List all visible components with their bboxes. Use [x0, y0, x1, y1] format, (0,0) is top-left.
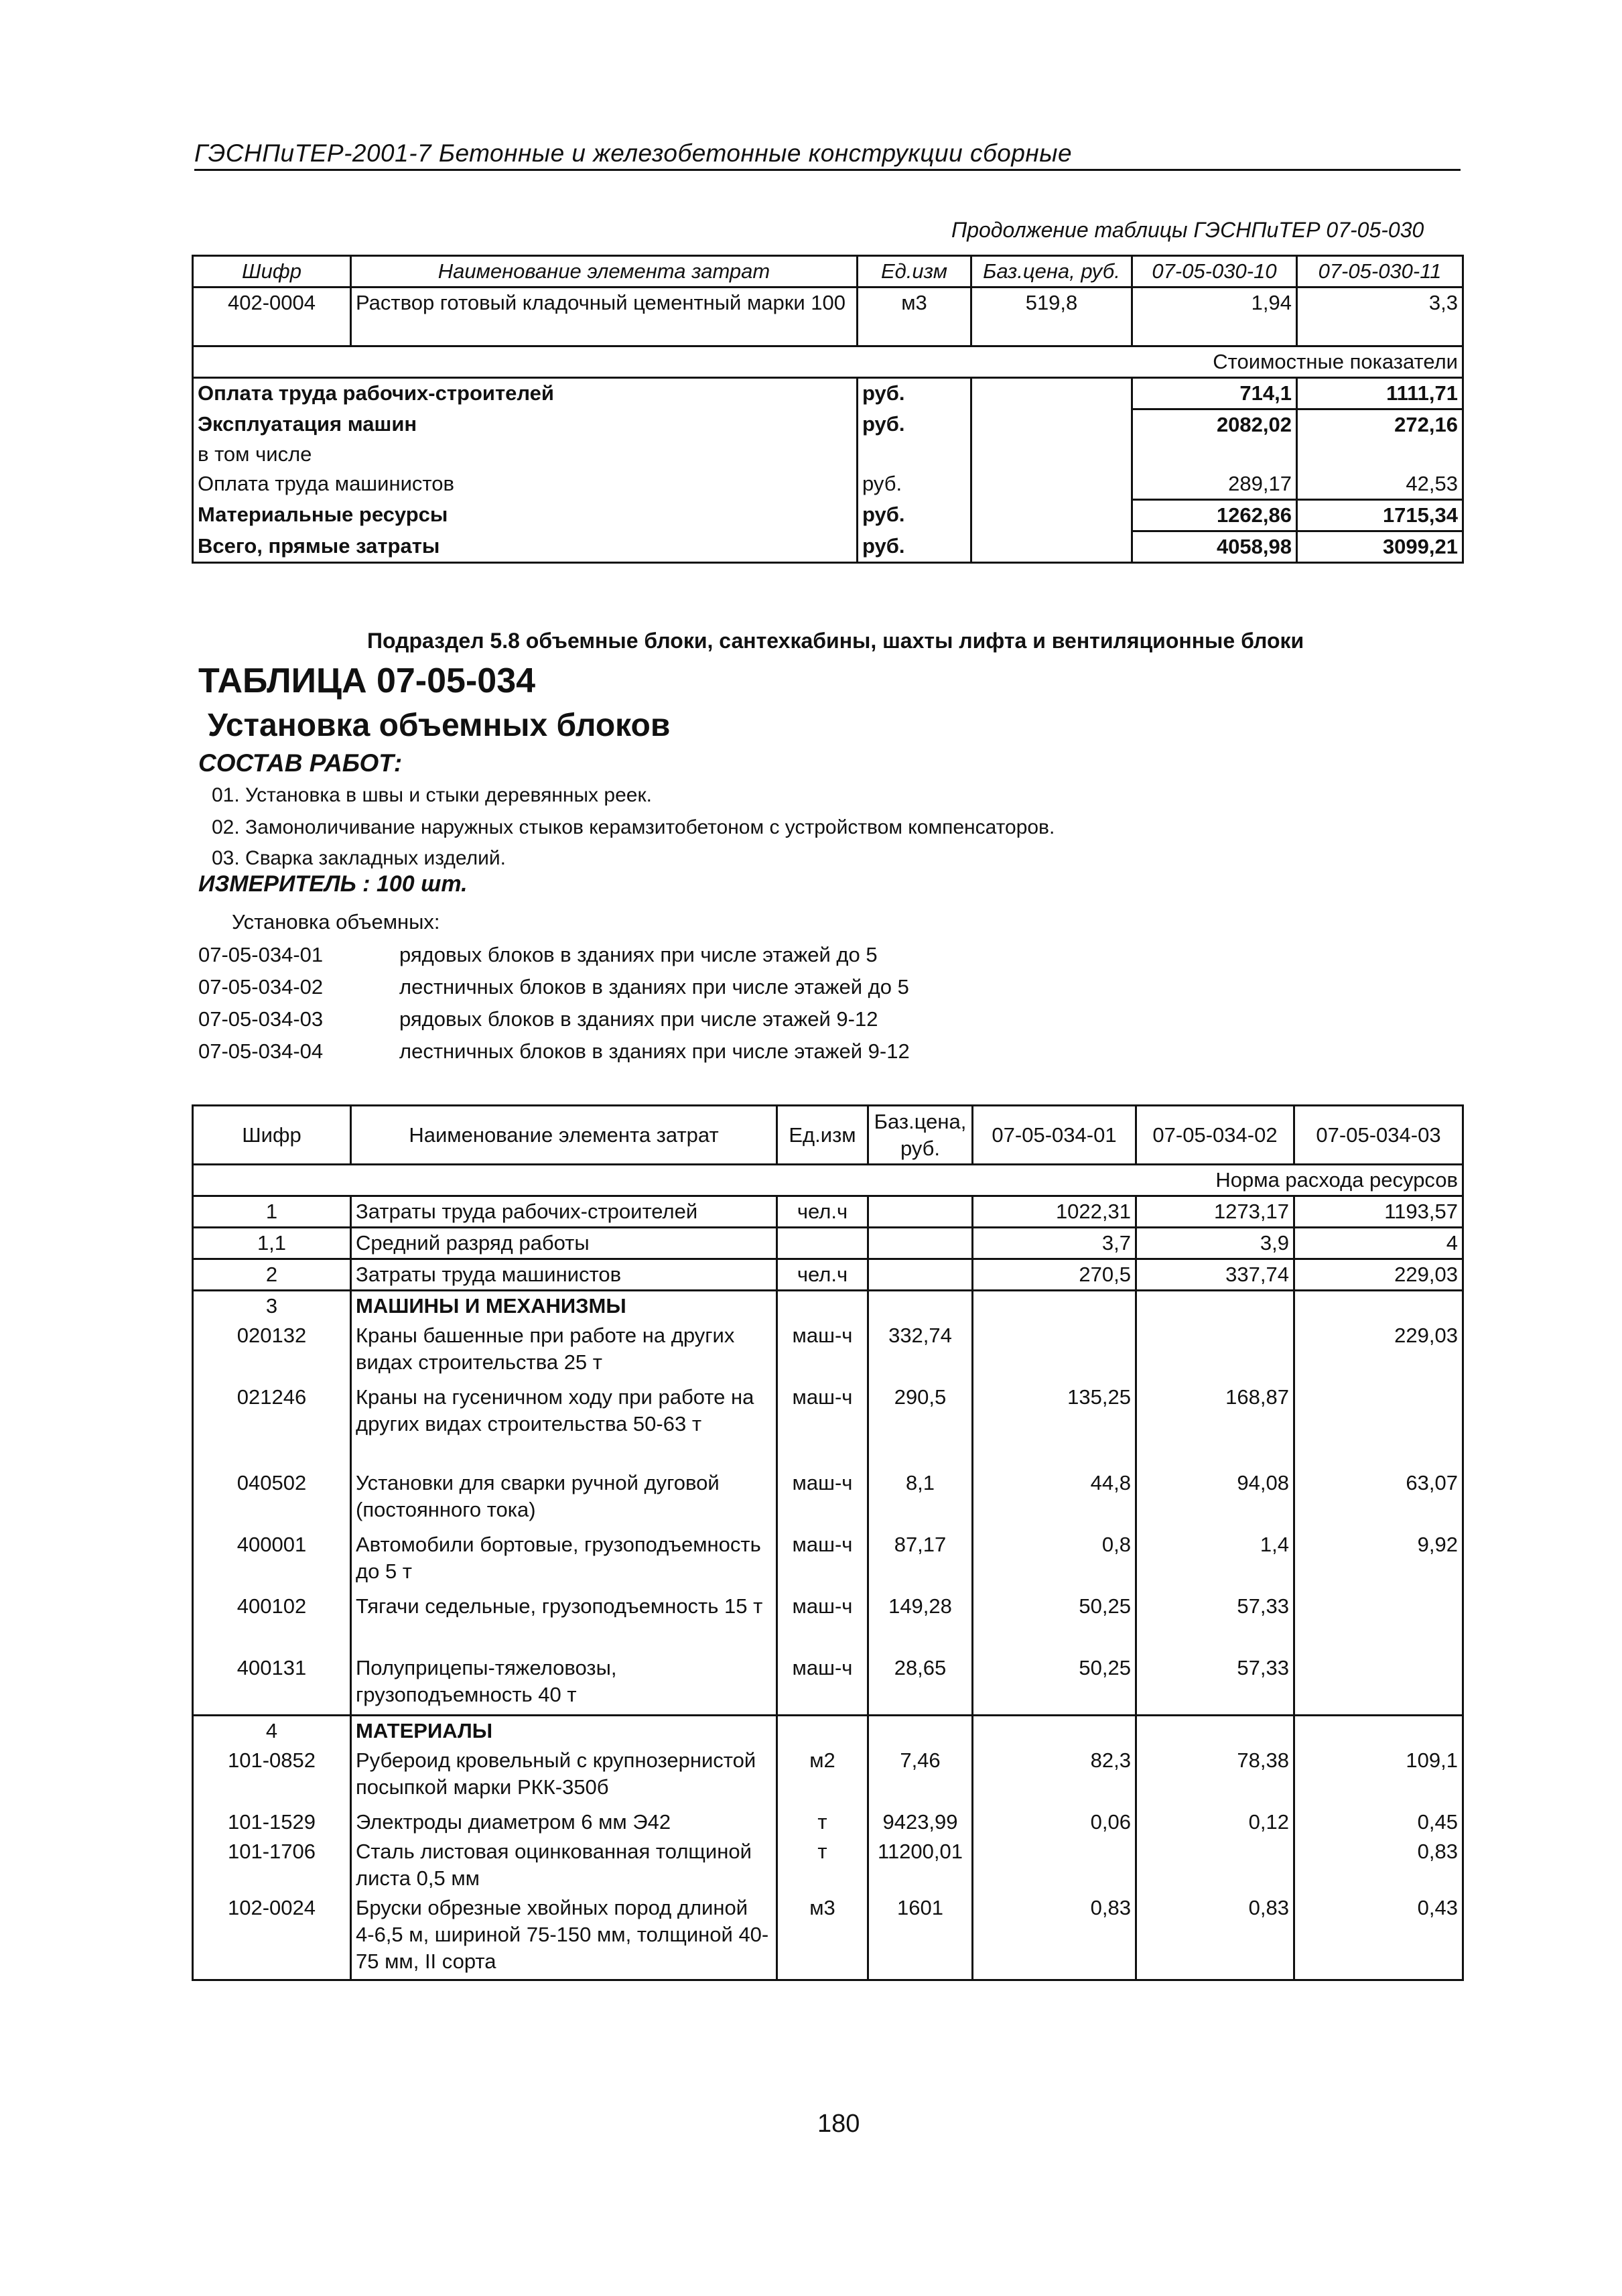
header-cell: Баз.цена, руб. [868, 1106, 973, 1165]
code-description: рядовых блоков в зданиях при числе этажей 9-12 [399, 1007, 878, 1031]
empty-cell [971, 440, 1132, 469]
work-item: 03. Сварка закладных изделий. [212, 847, 506, 869]
value-cell: 229,03 [1294, 1321, 1463, 1383]
name-cell: Бруски обрезные хвойных пород длиной 4-6,5 м, шириной 75-150 мм, толщиной 40-75 мм, II сорта [351, 1893, 777, 1980]
value-cell: 337,74 [1136, 1259, 1294, 1291]
table2-header-row [193, 1106, 1463, 1165]
price-cell: 1601 [868, 1893, 973, 1980]
table-row [193, 409, 1463, 440]
install-intro: Установка объемных: [232, 910, 440, 934]
code-cell: 101-1529 [193, 1807, 351, 1837]
table-row [193, 1592, 1463, 1653]
code-id: 07-05-034-04 [198, 1039, 324, 1063]
value-cell [1294, 1715, 1463, 1746]
value-cell: 289,17 [1132, 469, 1297, 500]
name-cell: МАТЕРИАЛЫ [351, 1715, 777, 1746]
name-cell: МАШИНЫ И МЕХАНИЗМЫ [351, 1291, 777, 1322]
value-cell: 109,1 [1294, 1746, 1463, 1807]
value-cell: 3,3 [1297, 288, 1463, 346]
price-cell: 7,46 [868, 1746, 973, 1807]
price-cell [868, 1259, 973, 1291]
price-cell: 28,65 [868, 1653, 973, 1715]
name-cell: Рубероид кровельный с крупнозернистой посыпкой марки РКК-350б [351, 1746, 777, 1807]
price-cell: 332,74 [868, 1321, 973, 1383]
header-cell: 07-05-034-02 [1136, 1106, 1294, 1165]
code-cell: 2 [193, 1259, 351, 1291]
unit-cell: маш-ч [777, 1468, 868, 1530]
table-row [193, 1837, 1463, 1893]
unit-cell: руб. [858, 378, 971, 409]
value-cell [1294, 1592, 1463, 1653]
name-cell: Сталь листовая оцинкованная толщиной листа 0,5 мм [351, 1837, 777, 1893]
name-cell: Автомобили бортовые, грузоподъемность до 5 т [351, 1530, 777, 1592]
code-cell: 3 [193, 1291, 351, 1322]
unit-cell [777, 1715, 868, 1746]
name-cell: Оплата труда рабочих-строителей [193, 378, 858, 409]
value-cell: 63,07 [1294, 1468, 1463, 1530]
section-label: Норма расхода ресурсов [193, 1165, 1463, 1196]
code-id: 07-05-034-03 [198, 1007, 324, 1031]
work-item: 01. Установка в швы и стыки деревянных реек. [212, 784, 652, 806]
value-cell: 57,33 [1136, 1653, 1294, 1715]
value-cell [973, 1291, 1136, 1322]
value-cell: 0,83 [1294, 1837, 1463, 1893]
code-cell: 4 [193, 1715, 351, 1746]
table-row [193, 1746, 1463, 1807]
table-row [193, 1228, 1463, 1259]
empty-cell [971, 531, 1132, 563]
empty-cell [971, 409, 1132, 440]
section-label-row [193, 1165, 1463, 1196]
value-cell [1294, 1291, 1463, 1322]
unit-cell: м3 [777, 1893, 868, 1980]
unit-cell: руб. [858, 500, 971, 531]
unit-cell: чел.ч [777, 1196, 868, 1228]
table-row [193, 500, 1463, 531]
price-cell: 519,8 [971, 288, 1132, 346]
value-cell: 3099,21 [1297, 531, 1463, 563]
code-line [198, 975, 909, 999]
header-cell: Ед.изм [777, 1106, 868, 1165]
name-cell: Оплата труда машинистов [193, 469, 858, 500]
code-cell: 402-0004 [193, 288, 351, 346]
value-cell [1136, 1321, 1294, 1383]
value-cell: 82,3 [973, 1746, 1136, 1807]
price-cell [868, 1196, 973, 1228]
code-cell: 101-1706 [193, 1837, 351, 1893]
code-description: лестничных блоков в зданиях при числе этажей до 5 [399, 975, 909, 999]
code-cell: 102-0024 [193, 1893, 351, 1980]
value-cell: 94,08 [1136, 1468, 1294, 1530]
price-cell: 290,5 [868, 1383, 973, 1468]
table-row [193, 531, 1463, 563]
unit-cell: руб. [858, 409, 971, 440]
unit-cell: чел.ч [777, 1259, 868, 1291]
table-row [193, 1893, 1463, 1980]
header-cell: Баз.цена, руб. [971, 256, 1132, 288]
header-cell: Шифр [193, 256, 351, 288]
table-name: Установка объемных блоков [208, 708, 671, 743]
name-cell: Раствор готовый кладочный цементный марки 100 [351, 288, 858, 346]
value-cell: 78,38 [1136, 1746, 1294, 1807]
unit-cell [777, 1228, 868, 1259]
code-cell: 1 [193, 1196, 351, 1228]
code-cell: 101-0852 [193, 1746, 351, 1807]
work-item: 02. Замоноличивание наружных стыков керамзитобетоном с устройством компенсаторов. [212, 816, 1055, 838]
code-cell: 020132 [193, 1321, 351, 1383]
value-cell: 1,4 [1136, 1530, 1294, 1592]
measure-unit: ИЗМЕРИТЕЛЬ : 100 шт. [198, 871, 468, 897]
unit-cell: т [777, 1837, 868, 1893]
value-cell: 42,53 [1297, 469, 1463, 500]
code-cell: 040502 [193, 1468, 351, 1530]
name-cell: Тягачи седельные, грузоподъемность 15 т [351, 1592, 777, 1653]
value-cell: 272,16 [1297, 409, 1463, 440]
work-composition-title: СОСТАВ РАБОТ: [198, 749, 403, 777]
header-cell: 07-05-034-03 [1294, 1106, 1463, 1165]
value-cell: 0,45 [1294, 1807, 1463, 1837]
resource-table [192, 1104, 1464, 1981]
header-cell: Наименование элемента затрат [351, 256, 858, 288]
value-cell: 270,5 [973, 1259, 1136, 1291]
table-row [193, 1530, 1463, 1592]
table-row [193, 1259, 1463, 1291]
table-id: ТАБЛИЦА 07-05-034 [198, 661, 536, 700]
name-cell: Средний разряд работы [351, 1228, 777, 1259]
resource-rows [193, 1196, 1463, 1980]
header-cell: 07-05-030-11 [1297, 256, 1463, 288]
value-cell [1136, 1291, 1294, 1322]
value-cell: 1262,86 [1132, 500, 1297, 531]
value-cell [973, 1321, 1136, 1383]
header-rule [194, 169, 1461, 171]
value-cell: 44,8 [973, 1468, 1136, 1530]
code-cell: 400131 [193, 1653, 351, 1715]
value-cell: 4 [1294, 1228, 1463, 1259]
table-row [193, 288, 1463, 346]
code-cell: 400102 [193, 1592, 351, 1653]
price-cell [868, 1715, 973, 1746]
unit-cell [858, 440, 971, 469]
price-cell: 149,28 [868, 1592, 973, 1653]
value-cell [1136, 1837, 1294, 1893]
empty-cell [971, 500, 1132, 531]
table-row [193, 440, 1463, 469]
code-cell: 400001 [193, 1530, 351, 1592]
table-row [193, 1321, 1463, 1383]
value-cell: 2082,02 [1132, 409, 1297, 440]
name-cell: Затраты труда рабочих-строителей [351, 1196, 777, 1228]
unit-cell: м2 [777, 1746, 868, 1807]
section-label-row [193, 346, 1463, 378]
value-cell [1132, 440, 1297, 469]
table-row [193, 1807, 1463, 1837]
value-cell: 9,92 [1294, 1530, 1463, 1592]
continuation-title: Продолжение таблицы ГЭСНПиТЕР 07-05-030 [951, 218, 1424, 242]
name-cell: Всего, прямые затраты [193, 531, 858, 563]
value-cell: 0,8 [973, 1530, 1136, 1592]
value-cell: 4058,98 [1132, 531, 1297, 563]
value-cell [973, 1837, 1136, 1893]
value-cell: 168,87 [1136, 1383, 1294, 1468]
price-cell [868, 1291, 973, 1322]
unit-cell [777, 1291, 868, 1322]
value-cell: 0,06 [973, 1807, 1136, 1837]
table-row [193, 1653, 1463, 1715]
value-cell: 0,12 [1136, 1807, 1294, 1837]
value-cell: 229,03 [1294, 1259, 1463, 1291]
table-row [193, 378, 1463, 409]
table1-header-row [193, 256, 1463, 288]
table-row [193, 1468, 1463, 1530]
code-cell: 021246 [193, 1383, 351, 1468]
price-cell: 8,1 [868, 1468, 973, 1530]
value-cell: 1,94 [1132, 288, 1297, 346]
code-description: лестничных блоков в зданиях при числе этажей 9-12 [399, 1039, 910, 1063]
unit-cell: т [777, 1807, 868, 1837]
price-cell [868, 1228, 973, 1259]
unit-cell: маш-ч [777, 1592, 868, 1653]
empty-cell [971, 469, 1132, 500]
table-row [193, 1196, 1463, 1228]
name-cell: Электроды диаметром 6 мм Э42 [351, 1807, 777, 1837]
value-cell [973, 1715, 1136, 1746]
subsection-title: Подраздел 5.8 объемные блоки, сантехкабины, шахты лифта и вентиляционные блоки [367, 629, 1304, 653]
header-cell: Шифр [193, 1106, 351, 1165]
code-description: рядовых блоков в зданиях при числе этажей до 5 [399, 943, 878, 966]
header-cell: 07-05-030-10 [1132, 256, 1297, 288]
code-cell: 1,1 [193, 1228, 351, 1259]
value-cell: 1715,34 [1297, 500, 1463, 531]
value-cell: 3,9 [1136, 1228, 1294, 1259]
value-cell [1294, 1383, 1463, 1468]
code-line [198, 943, 878, 967]
value-cell [1294, 1653, 1463, 1715]
value-cell: 0,83 [1136, 1893, 1294, 1980]
table-row [193, 469, 1463, 500]
unit-cell: маш-ч [777, 1383, 868, 1468]
value-cell: 714,1 [1132, 378, 1297, 409]
value-cell: 0,83 [973, 1893, 1136, 1980]
name-cell: Затраты труда машинистов [351, 1259, 777, 1291]
value-cell: 57,33 [1136, 1592, 1294, 1653]
name-cell: Краны на гусеничном ходу при работе на других видах строительства 50-63 т [351, 1383, 777, 1468]
name-cell: Материальные ресурсы [193, 500, 858, 531]
value-cell: 0,43 [1294, 1893, 1463, 1980]
header-cell: Наименование элемента затрат [351, 1106, 777, 1165]
value-cell [1136, 1715, 1294, 1746]
value-cell: 135,25 [973, 1383, 1136, 1468]
value-cell: 50,25 [973, 1653, 1136, 1715]
name-cell: Краны башенные при работе на других видах строительства 25 т [351, 1321, 777, 1383]
code-id: 07-05-034-01 [198, 943, 324, 966]
price-cell: 87,17 [868, 1530, 973, 1592]
name-cell: в том числе [193, 440, 858, 469]
section-label: Стоимостные показатели [193, 346, 1463, 378]
value-cell: 1273,17 [1136, 1196, 1294, 1228]
value-cell: 1022,31 [973, 1196, 1136, 1228]
name-cell: Полуприцепы-тяжеловозы, грузоподъемность 40 т [351, 1653, 777, 1715]
value-cell: 1111,71 [1297, 378, 1463, 409]
name-cell: Установки для сварки ручной дуговой (постоянного тока) [351, 1468, 777, 1530]
table-row [193, 1715, 1463, 1746]
empty-cell [971, 378, 1132, 409]
code-line [198, 1039, 910, 1064]
header-cell: Ед.изм [858, 256, 971, 288]
price-cell: 9423,99 [868, 1807, 973, 1837]
header-cell: 07-05-034-01 [973, 1106, 1136, 1165]
value-cell: 50,25 [973, 1592, 1136, 1653]
unit-cell: маш-ч [777, 1321, 868, 1383]
value-cell [1297, 440, 1463, 469]
unit-cell: маш-ч [777, 1653, 868, 1715]
unit-cell: руб. [858, 469, 971, 500]
unit-cell: руб. [858, 531, 971, 563]
unit-cell: маш-ч [777, 1530, 868, 1592]
name-cell: Эксплуатация машин [193, 409, 858, 440]
page-number: 180 [817, 2110, 860, 2138]
price-cell: 11200,01 [868, 1837, 973, 1893]
table-row [193, 1383, 1463, 1468]
table-row [193, 1291, 1463, 1322]
continuation-table [192, 255, 1464, 564]
page-header: ГЭСНПиТЕР-2001-7 Бетонные и железобетонные конструкции сборные [194, 139, 1073, 167]
code-id: 07-05-034-02 [198, 975, 324, 999]
value-cell: 1193,57 [1294, 1196, 1463, 1228]
unit-cell: м3 [858, 288, 971, 346]
value-cell: 3,7 [973, 1228, 1136, 1259]
code-line [198, 1007, 878, 1031]
